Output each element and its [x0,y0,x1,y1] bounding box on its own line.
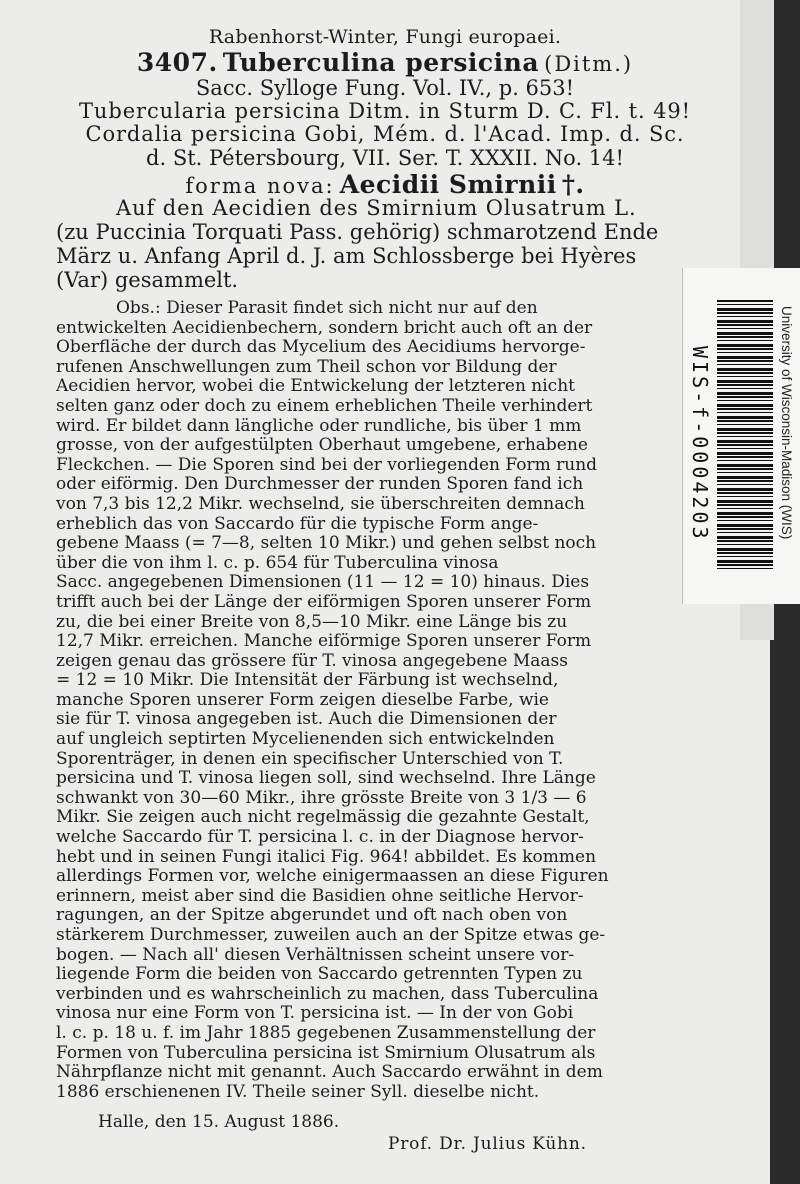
obs-line: Aecidien hervor, wobei die Entwickelung der letzteren nicht [56,376,575,397]
synonym-line-3: Cordalia persicina Gobi, Mém. d. l'Acad. Imp. d. Sc. [85,122,685,146]
forma-name: Aecidii Smirnii [339,170,557,199]
obs-line: manche Sporen unserer Form zeigen dieselbe Farbe, wie [56,689,549,710]
observation-paragraph [56,300,636,1103]
obs-line: zu, die bei einer Breite von 8,5—10 Mikr. eine Länge bis zu [56,611,568,632]
habitat-line-1: Auf den Aecidien des Smirnium Olusatrum L. [116,196,637,220]
obs-line: l. c. p. 18 u. f. im Jahr 1885 gegebenen Zusammenstellung der [56,1022,596,1043]
obs-line: entwickelten Aecidienbechern, sondern bricht auch oft an der [56,317,593,338]
synonym-line-1: Sacc. Sylloge Fung. Vol. IV., p. 653! [195,76,575,100]
barcode [717,300,773,570]
institution-name: University of Wisconsin-Madison (WIS) [779,306,794,540]
obs-line: selten ganz oder doch zu einem erheblichen Theile verhindert [56,395,593,416]
obs-line: rufenen Anschwellungen zum Theil schon vor Bildung der [56,356,557,377]
obs-line: Mikr. Sie zeigen auch nicht regelmässig die gezahnte Gestalt, [56,807,590,828]
accession-number: WIS-f-0004203 [688,346,712,542]
obs-line: sie für T. vinosa angegeben ist. Auch die Dimensionen der [56,709,557,730]
habitat-line-3: März u. Anfang April d. J. am Schlossberge bei Hyères [56,244,637,268]
obs-line: Sporenträger, in denen ein specifischer Unterschied von T. [56,748,564,769]
forma-label: forma nova: [185,174,335,198]
obs-line: trifft auch bei der Länge der eiförmigen Sporen unserer Form [56,591,592,612]
obs-line: Sacc. angegebenen Dimensionen (11 — 12 = 10) hinaus. Dies [56,572,590,593]
obs-line: auf ungleich septirten Mycelienenden sich entwickelnden [56,729,555,750]
synonym-line-4: d. St. Pétersbourg, VII. Ser. T. XXXII. No. 14! [146,146,624,170]
obs-line: verbinden und es wahrscheinlich zu machen, dass Tuberculina [56,983,599,1004]
obs-line: vinosa nur eine Form von T. persicina ist. — In der von Gobi [56,1003,574,1024]
obs-line: gebene Maass (= 7—8, selten 10 Mikr.) und gehen selbst noch [56,533,597,554]
forma-mark: †. [561,170,585,199]
obs-line: erheblich das von Saccardo für die typische Form ange- [56,513,539,534]
obs-line: grosse, von der aufgestülpten Oberhaut umgebene, erhabene [56,435,588,456]
species-author: (Ditm.) [544,52,634,76]
obs-line: bogen. — Nach all' diesen Verhältnissen scheint unsere vor- [56,944,575,965]
obs-line: hebt und in seinen Fungi italici Fig. 964! abbildet. Es kommen [56,846,597,867]
obs-line: schwankt von 30—60 Mikr., ihre grösste Breite von 3 1/3 — 6 [56,787,587,808]
obs-line: 12,7 Mikr. erreichen. Manche eiförmige Sporen unserer Form [56,631,592,652]
obs-line: erinnern, meist aber sind die Basidien ohne seitliche Hervor- [56,885,584,906]
forma-line [0,172,770,197]
obs-line: stärkerem Durchmesser, zuweilen auch an der Spitze etwas ge- [56,925,606,945]
exsiccata-number: 3407. [136,48,218,77]
obs-line: wird. Er bildet dann längliche oder rundliche, bis über 1 mm [56,415,582,436]
obs-line: oder eiförmig. Den Durchmesser der runden Sporen fand ich [56,474,584,495]
habitat-line-2: (zu Puccinia Torquati Pass. gehörig) schmarotzend Ende [56,220,659,244]
obs-line: ragungen, an der Spitze abgerundet und oft nach oben von [56,905,568,926]
obs-line: Fleckchen. — Die Sporen sind bei der vorliegenden Form rund [56,454,598,475]
obs-line: zeigen genau das grössere für T. vinosa angegebene Maass [56,650,568,671]
place-date: Halle, den 15. August 1886. [98,1112,340,1132]
obs-line: von 7,3 bis 12,2 Mikr. wechselnd, sie überschreiten demnach [56,493,585,514]
obs-line: = 12 = 10 Mikr. Die Intensität der Färbung ist wechselnd, [56,670,559,691]
obs-line: Oberfläche der durch das Mycelium des Aecidiums hervorge- [56,337,586,358]
habitat-line-4: (Var) gesammelt. [56,268,239,292]
obs-line: allerdings Formen vor, welche einigermaassen an diese Figuren [56,866,609,887]
obs-line: Formen von Tuberculina persicina ist Smirnium Olusatrum als [56,1042,596,1063]
obs-line: Nährpflanze nicht mit genannt. Auch Saccardo erwähnt in dem [56,1062,603,1083]
species-name: Tuberculina persicina [222,48,540,77]
series-header: Rabenhorst-Winter, Fungi europaei. [208,26,562,48]
obs-line: persicina und T. vinosa liegen soll, sind wechselnd. Ihre Länge [56,768,596,789]
signature: Prof. Dr. Julius Kühn. [388,1134,587,1154]
obs-line: welche Saccardo für T. persicina l. c. in der Diagnose hervor- [56,827,584,848]
synonym-line-2: Tubercularia persicina Ditm. in Sturm D. C. Fl. t. 49! [79,99,691,123]
obs-line: über die von ihm l. c. p. 654 für Tuberculina vinosa [56,552,499,573]
obs-line: 1886 erschienenen IV. Theile seiner Syll. dieselbe nicht. [56,1081,540,1102]
obs-line: liegende Form die beiden von Saccardo getrennten Typen zu [56,964,583,985]
title-line [0,50,770,75]
obs-line: Obs.: Dieser Parasit findet sich nicht nur auf den [116,298,538,318]
